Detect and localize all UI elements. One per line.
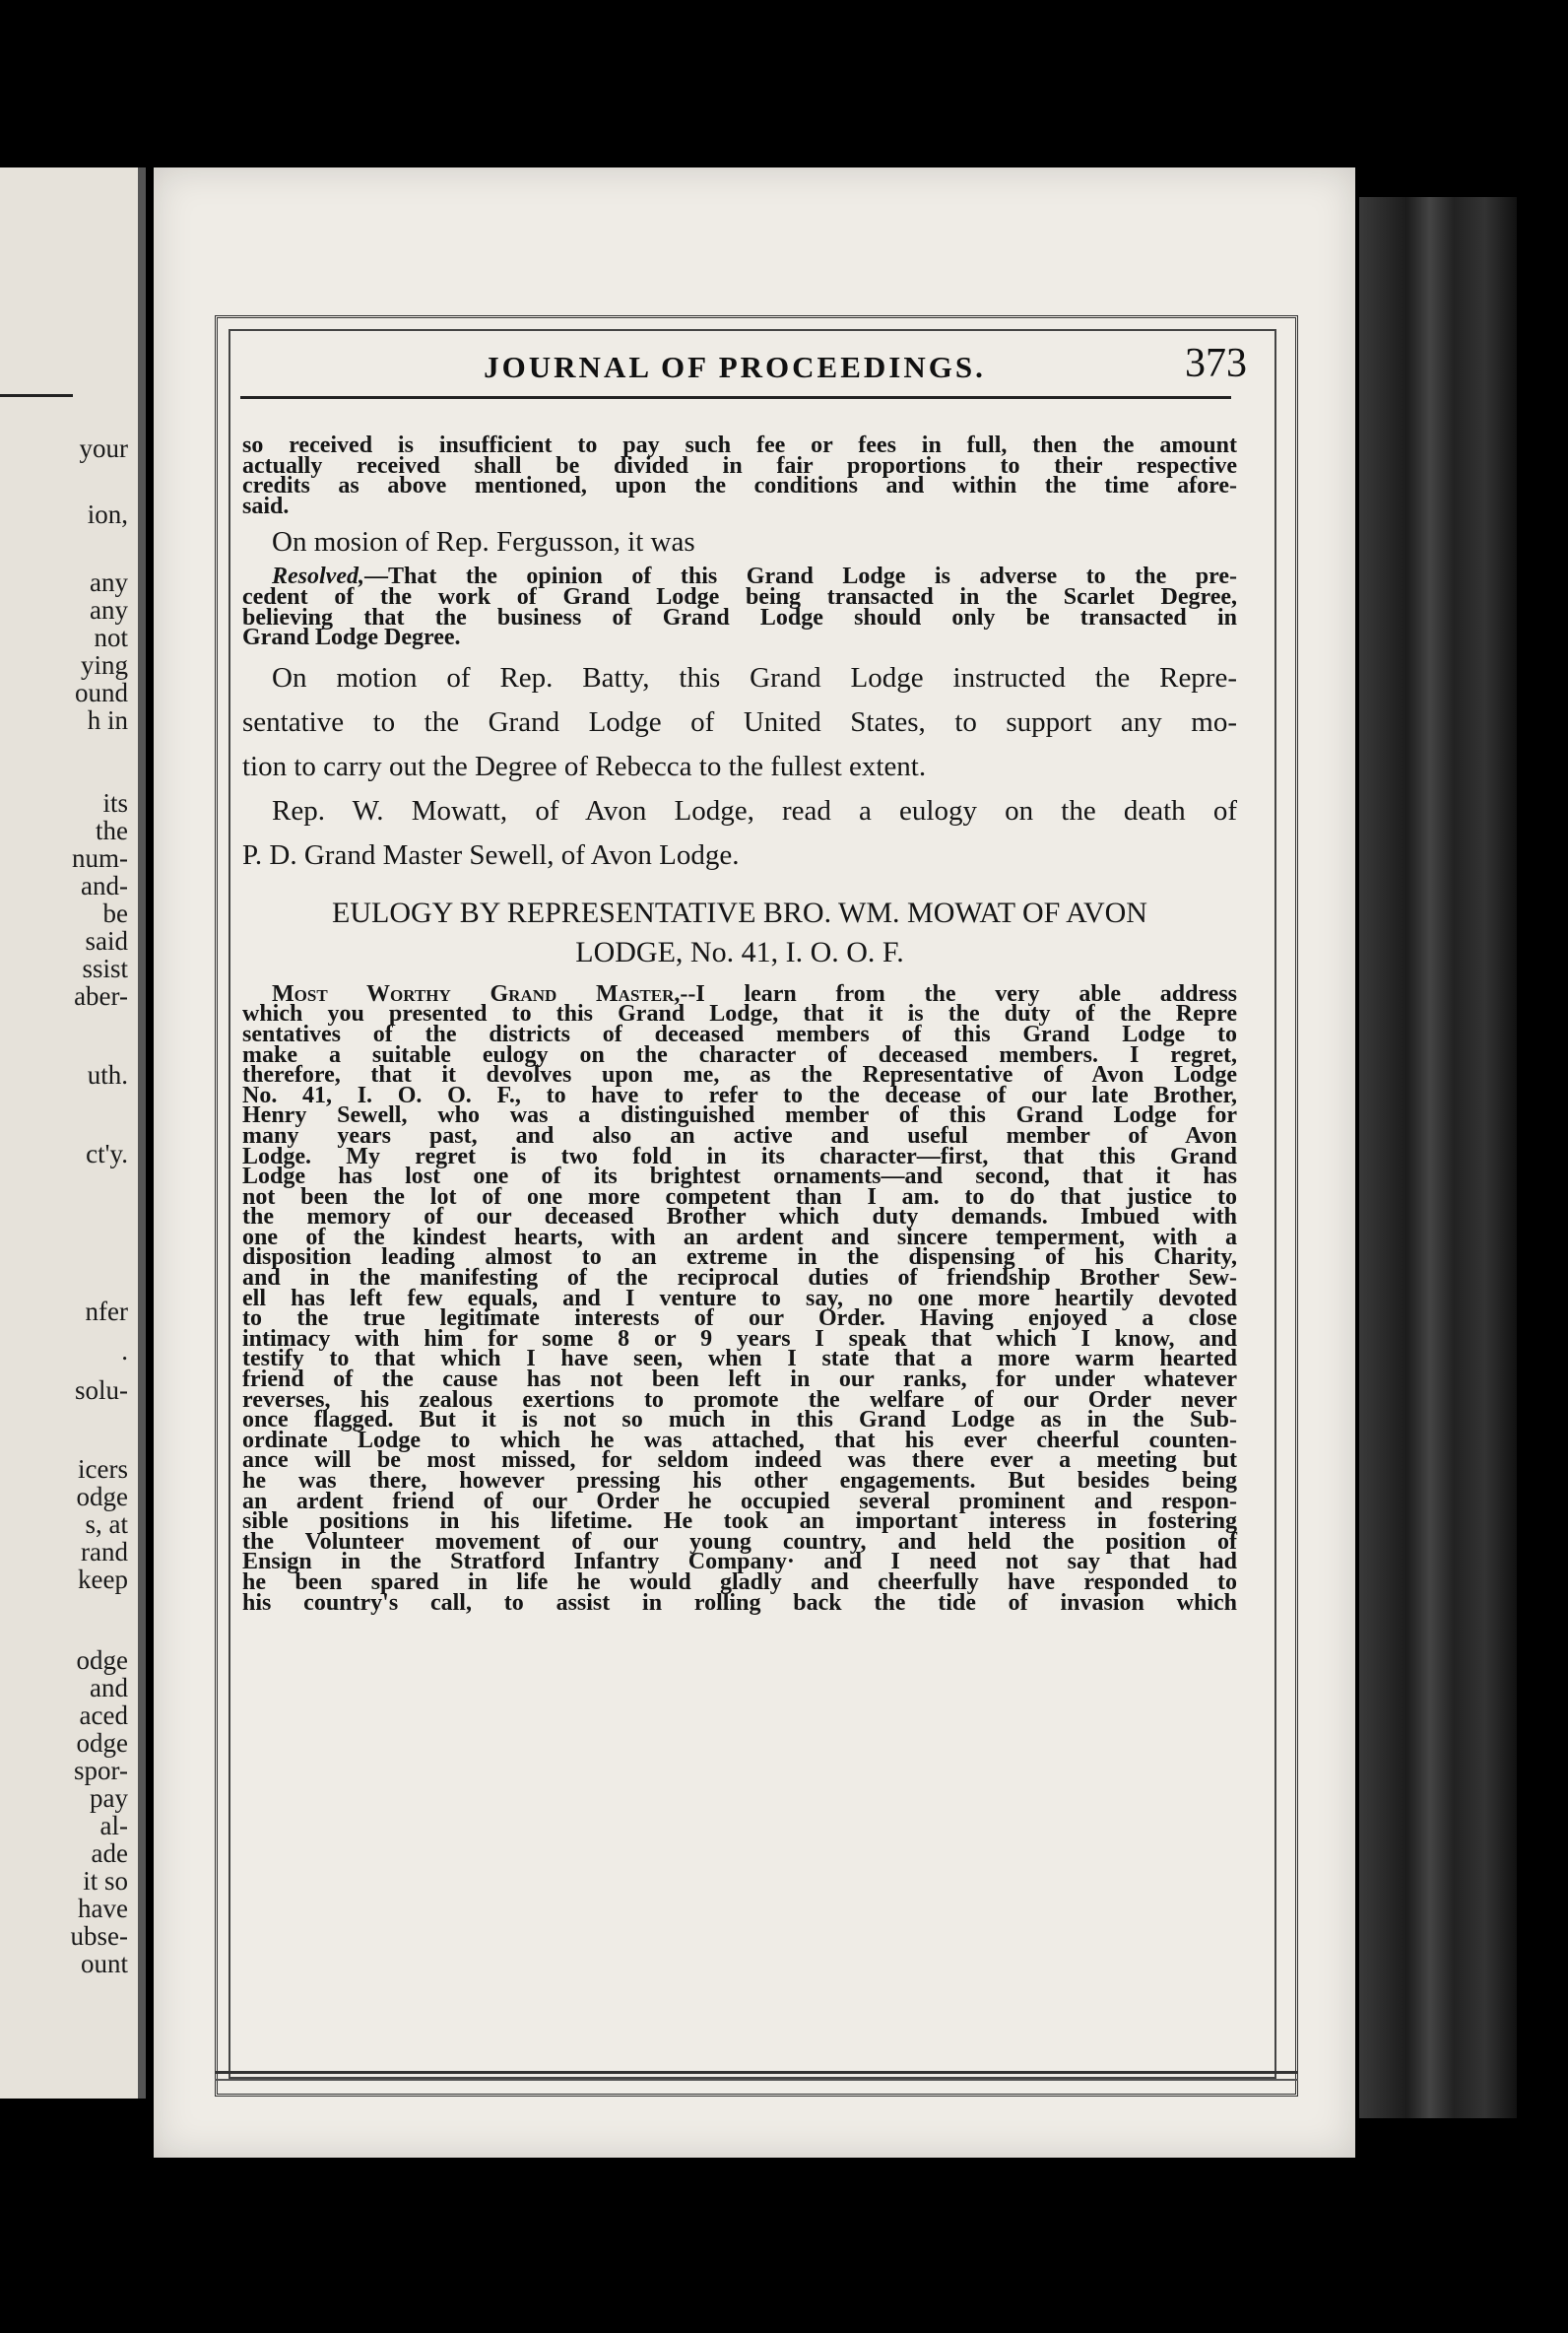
text-line: actually received shall be divided in fair proportions to their respective: [242, 452, 1237, 479]
text-line: intimacy with him for some 8 or 9 years I speak that which I know, and: [242, 1325, 1237, 1352]
text-line: his country's call, to assist in rolling back the tide of invasion which: [242, 1589, 1237, 1616]
facing-page-text-fragment: have: [78, 1894, 128, 1923]
facing-page-text-fragment: nfer: [85, 1297, 128, 1326]
page-stack-edge: [1359, 197, 1517, 2118]
facing-page-text-fragment: ound: [75, 678, 128, 707]
facing-page-text-fragment: solu-: [75, 1375, 128, 1405]
facing-page-text-fragment: pay: [90, 1783, 128, 1813]
text-line: Rep. W. Mowatt, of Avon Lodge, read a eulogy on the death of: [272, 794, 1237, 827]
text-line: sentative to the Grand Lodge of United States, to support any mo-: [242, 705, 1237, 738]
facing-page-text-fragment: .: [121, 1336, 128, 1366]
text-line: reverses, his zealous exertions to promote the welfare of our Order never: [242, 1386, 1237, 1413]
facing-page-text-fragment: ubse-: [70, 1921, 128, 1951]
text-line: one of the kindest hearts, with an ardent and sincere temperment, with a: [242, 1224, 1237, 1250]
motion-fergusson: [242, 520, 1237, 565]
text-line: ordinate Lodge to which he was attached, that his ever cheerful counten-: [242, 1427, 1237, 1453]
eulogy-heading: [242, 894, 1237, 972]
facing-page-text-fragment: rand: [81, 1537, 128, 1566]
facing-page-text-fragment: aced: [79, 1700, 128, 1730]
facing-page-text-fragment: odge: [76, 1482, 128, 1511]
text-line: make a suitable eulogy on the character of deceased members. I regret,: [242, 1041, 1237, 1068]
text-line: sible positions in his lifetime. He took an important interess in fostering: [242, 1508, 1237, 1535]
text-line: once flagged. But it is not so much in this Grand Lodge as in the Sub-: [242, 1407, 1237, 1433]
text-line: believing that the business of Grand Lodge should only be transacted in: [242, 604, 1237, 631]
text-line: so received is insufficient to pay such fee or fees in full, then the amount: [242, 433, 1237, 458]
resolved-label: Resolved,: [272, 564, 364, 590]
text-line: testify to that which I have seen, when I state that a more warm hearted: [242, 1346, 1237, 1372]
facing-page-text-fragment: ct'y.: [86, 1139, 128, 1168]
text-line: not been the lot of one more competent than I am. to do that justice to: [242, 1183, 1237, 1210]
facing-page-text-fragment: s, at: [85, 1509, 128, 1539]
text-line: Ensign in the Stratford Infantry Company· and I need not say that had: [242, 1549, 1237, 1575]
heading-line: EULOGY BY REPRESENTATIVE BRO. WM. MOWAT OF AVON: [332, 896, 1147, 929]
text-line: ell has left few equals, and I venture to say, no one more heartily devoted: [242, 1285, 1237, 1311]
facing-page-text-fragment: said: [85, 926, 128, 956]
text-line: the Volunteer movement of our young country, and held the position of: [242, 1528, 1237, 1555]
text-line: many years past, and also an active and useful member of Avon: [242, 1122, 1237, 1149]
eulogy-text: [242, 980, 1237, 1616]
mowatt-eulogy-note: [242, 789, 1237, 878]
page-number: 373: [1185, 341, 1247, 386]
text-line: an ardent friend of our Order he occupied several prominent and respon-: [242, 1488, 1237, 1514]
header-rule: [240, 396, 1231, 399]
page-body: [242, 433, 1237, 1616]
facing-page-text-fragment: its: [102, 788, 128, 818]
text-line: Grand Lodge Degree.: [242, 625, 461, 651]
facing-page-text-fragment: ount: [80, 1949, 128, 1978]
text-line: Lodge has lost one of its brightest ornaments—and second, that it has: [242, 1164, 1237, 1190]
facing-page-text-fragment: be: [102, 899, 128, 928]
facing-page-text-fragment: and: [90, 1673, 128, 1702]
facing-page-text-fragment: odge: [76, 1728, 128, 1758]
facing-page-text-fragment: h in: [87, 705, 128, 735]
heading-line: LODGE, No. 41, I. O. O. F.: [575, 935, 904, 968]
facing-page-text-fragment: it so: [83, 1866, 128, 1896]
facing-page-text-fragment: the: [96, 816, 128, 845]
facing-page-text-fragment: any: [90, 595, 128, 625]
bottom-rule-secondary: [215, 2079, 1298, 2081]
facing-page-text-fragment: num-: [72, 843, 128, 873]
text-line: sentatives of the districts of deceased members of this Grand Lodge to: [242, 1021, 1237, 1047]
facing-page-text-fragment: keep: [78, 1565, 128, 1594]
facing-page-text-fragment: your: [79, 433, 128, 463]
facing-page-text-fragment: uth.: [87, 1060, 128, 1090]
text-line: On mosion of Rep. Fergusson, it was: [272, 526, 695, 559]
resolution-paragraph: [242, 564, 1237, 651]
facing-page-rule: [0, 394, 73, 397]
text-line: he was there, however pressing his other engagements. But besides being: [242, 1468, 1237, 1494]
text-line: No. 41, I. O. O. F., to have to refer to the decease of our late Brother,: [242, 1082, 1237, 1108]
text-line: therefore, that it devolves upon me, as the Representative of Avon Lodge: [242, 1062, 1237, 1089]
bottom-rule: [215, 2071, 1298, 2074]
text-line: ance will be most missed, for seldom indeed was there ever a meeting but: [242, 1447, 1237, 1474]
text-line: cedent of the work of Grand Lodge being transacted in the Scarlet Degree,: [242, 583, 1237, 610]
text-line: to the true legitimate interests of our Order. Having enjoyed a close: [242, 1305, 1237, 1332]
text-line: P. D. Grand Master Sewell, of Avon Lodge.: [242, 838, 740, 871]
text-line: he been spared in life he would gladly and cheerfully have responded to: [242, 1568, 1237, 1595]
eulogy-salutation: Most Worthy Grand Master,: [272, 980, 681, 1007]
facing-page-text-fragment: spor-: [74, 1756, 128, 1785]
text-line: Lodge. My regret is two fold in its character—first, that this Grand: [242, 1143, 1237, 1169]
text-line: On motion of Rep. Batty, this Grand Lodge instructed the Repre-: [272, 661, 1237, 694]
text-line: the memory of our deceased Brother which duty demands. Imbued with: [242, 1204, 1237, 1231]
eulogy-first-line: --I learn from the very able address: [680, 980, 1237, 1007]
facing-page-text-fragment: any: [90, 567, 128, 597]
paragraph-continuation: [242, 433, 1237, 519]
text-line: credits as above mentioned, upon the conditions and within the time afore-: [242, 473, 1237, 500]
facing-page-text-fragment: al-: [99, 1811, 128, 1840]
facing-page-text-fragment: icers: [78, 1454, 128, 1484]
facing-page-text-fragment: ying: [80, 650, 128, 680]
running-title: JOURNAL OF PROCEEDINGS.: [484, 350, 986, 384]
text-line: said.: [242, 493, 290, 519]
facing-page-text-fragment: not: [94, 623, 128, 652]
facing-page-text-fragment: ssist: [82, 954, 128, 983]
facing-page-text-fragment: ion,: [87, 500, 128, 529]
motion-batty: [242, 656, 1237, 789]
facing-page-text-fragment: aber-: [74, 981, 128, 1011]
text-line: Henry Sewell, who was a distinguished member of this Grand Lodge for: [242, 1102, 1237, 1129]
facing-page-text-fragment: odge: [76, 1645, 128, 1675]
resolved-text: —That the opinion of this Grand Lodge is adverse to the pre-: [363, 564, 1237, 590]
page-header: [242, 340, 1247, 399]
text-line: and in the manifesting of the reciprocal duties of friendship Brother Sew-: [242, 1265, 1237, 1292]
text-line: which you presented to this Grand Lodge, that it is the duty of the Repre: [242, 1001, 1237, 1028]
text-line: friend of the cause has not been left in our ranks, for under whatever: [242, 1366, 1237, 1393]
facing-page-text-fragment: and-: [81, 871, 128, 900]
facing-page-text-fragment: ade: [91, 1838, 128, 1868]
facing-page-fragment: [0, 167, 146, 2099]
text-line: tion to carry out the Degree of Rebecca to the fullest extent.: [242, 750, 927, 782]
text-line: disposition leading almost to an extreme in the dispensing of his Charity,: [242, 1244, 1237, 1271]
